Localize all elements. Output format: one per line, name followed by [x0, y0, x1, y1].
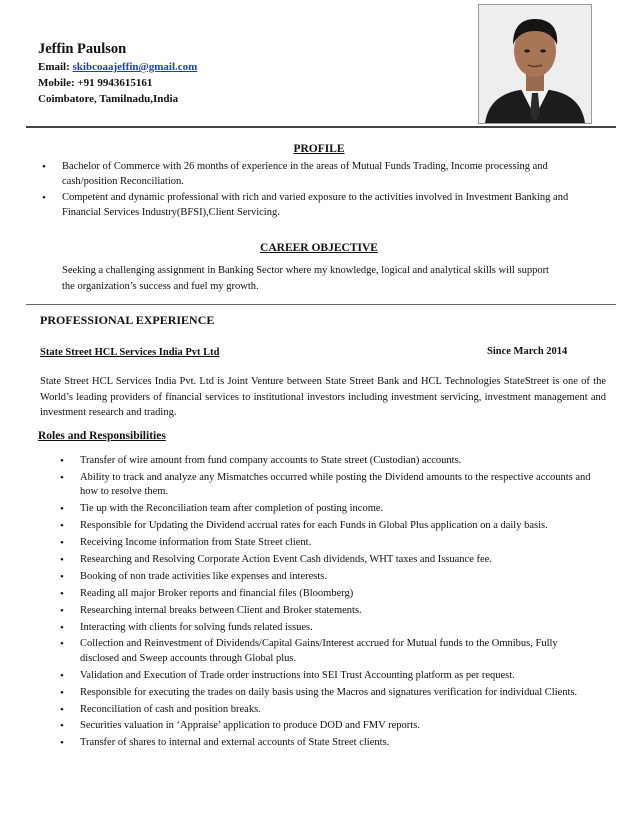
list-item: • Researching and Resolving Corporate Action Event Cash dividends, WHT taxes and Issuance fee. — [56, 553, 596, 568]
header-divider — [26, 126, 616, 128]
roles-heading: Roles and Responsibilities — [38, 430, 166, 442]
email-line — [38, 60, 197, 74]
objective-divider — [26, 304, 616, 305]
location-line: Coimbatore, Tamilnadu,India — [38, 93, 179, 105]
list-item: • Receiving Income information from State Street client. — [56, 536, 596, 551]
list-item: • Ability to track and analyze any Mismatches occurred while posting the Dividend amounts to the respective accounts and how to resolve them. — [56, 471, 596, 500]
mobile-line: Mobile: +91 9943615161 — [38, 77, 153, 89]
list-item: • Responsible for executing the trades on daily basis using the Macros and signatures verification for individual Clients. — [56, 686, 596, 701]
profile-heading: PROFILE — [293, 143, 345, 155]
list-item: • Securities valuation in ‘Appraise’ application to produce DOD and FMV reports. — [56, 719, 596, 734]
profile-list — [38, 160, 578, 220]
company-name: State Street HCL Services India Pvt Ltd — [40, 347, 220, 358]
list-item: • Transfer of wire amount from fund company accounts to State street (Custodian) accounts. — [56, 454, 596, 469]
list-item: • Competent and dynamic professional with rich and varied exposure to the activities involved in Investment Banking and Financial Services Industry(BFSI),Client Servicing. — [38, 191, 578, 220]
list-item: • Transfer of shares to internal and external accounts of State Street clients. — [56, 736, 596, 751]
employment-since: Since March 2014 — [487, 346, 568, 357]
list-item: • Interacting with clients for solving funds related issues. — [56, 621, 596, 636]
list-item: • Bachelor of Commerce with 26 months of experience in the areas of Mutual Funds Trading, Income processing and cash/position Reconciliation. — [38, 160, 578, 189]
objective-text: Seeking a challenging assignment in Banking Sector where my knowledge, logical and analytical skills will support the organization’s success and fuel my growth. — [62, 265, 549, 292]
list-item: • Validation and Execution of Trade order instructions into SEI Trust Accounting platform as per request. — [56, 669, 596, 684]
list-item: • Tie up with the Reconciliation team after completion of posting income. — [56, 502, 596, 517]
list-item: • Collection and Reinvestment of Dividends/Capital Gains/Interest accrued for Mutual funds to the Omnibus, Fully disclosed and Sweep accounts through Global plus. — [56, 637, 596, 666]
company-description: State Street HCL Services India Pvt. Ltd is Joint Venture between State Street Bank and HCL Technologies StateStreet is one of the World’s leading providers of financial services to institutional investors including investment servicing, investment management and investment research and trading. — [40, 376, 606, 418]
email-link[interactable]: skibcoaajeffin@gmail.com — [72, 61, 198, 73]
profile-section — [38, 160, 578, 223]
profile-photo — [478, 4, 592, 124]
list-item: • Responsible for Updating the Dividend accrual rates for each Funds in Global Plus application on a daily basis. — [56, 519, 596, 534]
list-item: • Booking of non trade activities like expenses and interests. — [56, 570, 596, 585]
roles-list — [56, 454, 596, 751]
list-item: • Reconciliation of cash and position breaks. — [56, 703, 596, 718]
candidate-name: Jeffin Paulson — [38, 41, 127, 57]
portrait-image — [479, 5, 591, 123]
list-item: • Researching internal breaks between Client and Broker statements. — [56, 604, 596, 619]
roles-section — [56, 454, 596, 753]
objective-heading: CAREER OBJECTIVE — [260, 242, 378, 254]
email-label: Email: — [38, 61, 73, 73]
list-item: • Reading all major Broker reports and financial files (Bloomberg) — [56, 587, 596, 602]
experience-heading: PROFESSIONAL EXPERIENCE — [40, 313, 215, 327]
